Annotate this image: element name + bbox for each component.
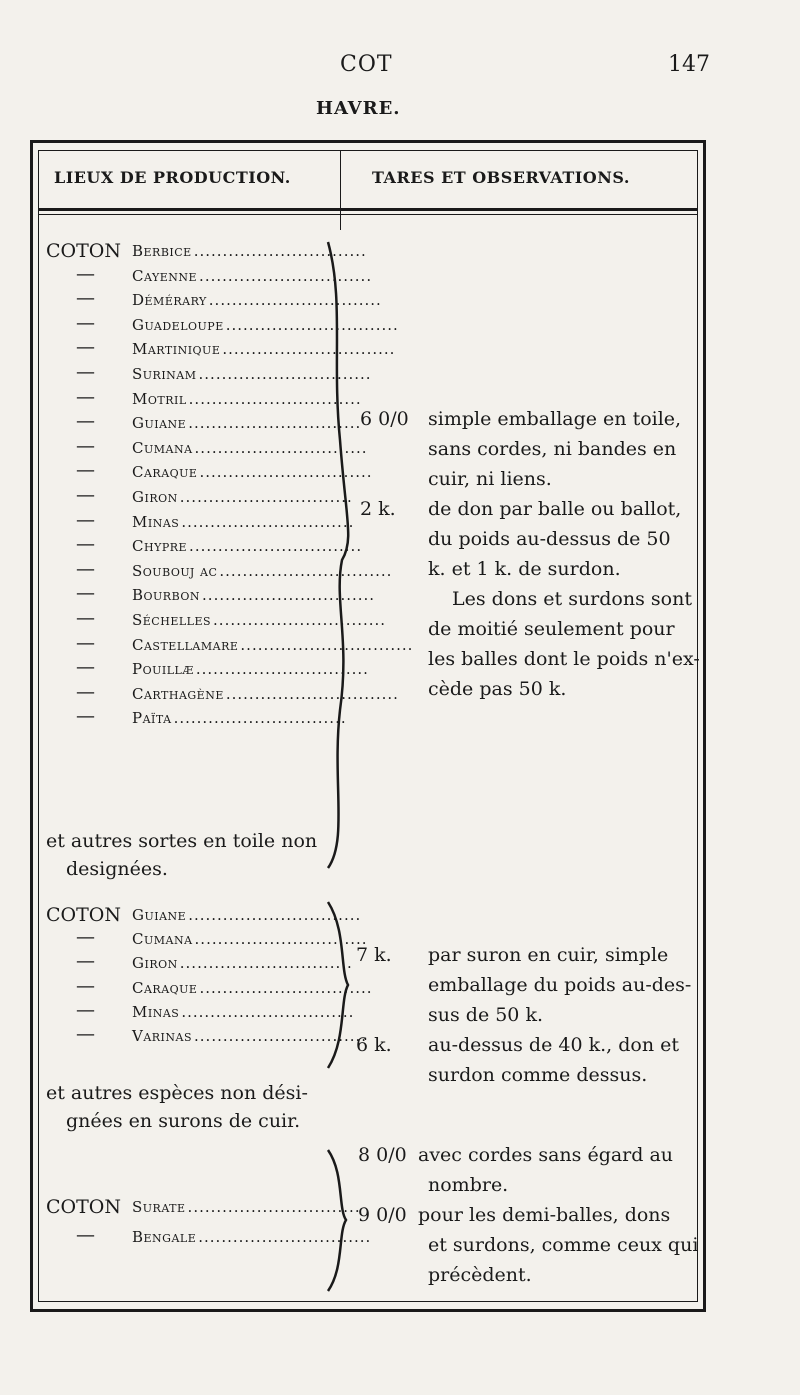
place-name: Bourbon: [132, 586, 201, 605]
dash-mark: —: [76, 361, 95, 383]
dash-mark: —: [76, 950, 95, 973]
place-name: Minas: [132, 1002, 180, 1021]
header-rule-thin: [38, 214, 698, 215]
tare-line: k. et 1 k. de surdon.: [428, 558, 621, 580]
tare-value: 9 0/0: [358, 1204, 407, 1226]
brace-group-3: [326, 1148, 356, 1293]
observation-line: Les dons et surdons sont: [452, 588, 692, 610]
leader-dots: ..............................: [194, 930, 368, 949]
tare-line: précèdent.: [428, 1264, 532, 1286]
note-line: et autres sortes en toile non: [46, 830, 318, 852]
leader-dots: ..............................: [222, 340, 396, 359]
dash-mark: —: [76, 410, 95, 433]
note-line: gnées en surons de cuir.: [66, 1110, 301, 1132]
place-name: Castellamare: [132, 635, 239, 654]
leader-dots: ..............................: [181, 512, 355, 531]
tare-value: 7 k.: [356, 944, 392, 966]
dash-mark: —: [76, 705, 95, 728]
tare-line: surdon comme dessus.: [428, 1064, 648, 1086]
dash-mark: —: [76, 459, 95, 482]
header-rule-thick: [38, 208, 698, 211]
tare-value: 6 k.: [356, 1034, 392, 1056]
leader-dots: ..............................: [179, 954, 353, 973]
leader-dots: ..............................: [213, 611, 387, 629]
place-name: Surate: [132, 1198, 186, 1216]
leader-dots: ..............................: [225, 684, 399, 703]
dash-mark: —: [76, 631, 95, 654]
leader-dots: ..............................: [187, 1198, 361, 1216]
tare-line: au-dessus de 40 k., don et: [428, 1034, 679, 1056]
column-header-tares: TARES ET OBSERVATIONS.: [372, 168, 630, 187]
leader-dots: ..............................: [193, 242, 367, 260]
place-name: Caraque: [132, 463, 198, 482]
dash-mark: —: [76, 385, 95, 408]
observation-line: cède pas 50 k.: [428, 678, 567, 700]
place-name: Giron: [132, 488, 178, 506]
leader-dots: ..............................: [199, 266, 373, 285]
dash-mark: —: [76, 336, 95, 359]
leader-dots: ..............................: [240, 635, 414, 654]
dash-mark: —: [76, 311, 95, 334]
section-title: HAVRE.: [316, 98, 401, 119]
tare-line: et surdons, comme ceux qui: [428, 1234, 699, 1256]
dash-mark: —: [76, 484, 95, 506]
leader-dots: ..............................: [173, 709, 347, 728]
place-name: Berbice: [132, 242, 192, 260]
dash-mark: —: [76, 508, 95, 531]
leader-dots: ..............................: [195, 660, 369, 679]
place-name: Bengale: [132, 1228, 197, 1246]
dash-mark: —: [76, 533, 95, 556]
place-name: Païta: [132, 709, 172, 728]
dash-mark: —: [76, 974, 95, 997]
dash-mark: —: [76, 680, 95, 703]
running-title: COT: [340, 52, 393, 77]
note-line: et autres espèces non dési-: [46, 1082, 308, 1104]
leader-dots: ..............................: [219, 561, 393, 580]
leader-dots: ..............................: [188, 906, 362, 924]
place-name: Minas: [132, 512, 180, 531]
leader-dots: ..............................: [202, 586, 376, 605]
place-name: Martinique: [132, 340, 221, 359]
place-name: Démérary: [132, 291, 207, 310]
leader-dots: ..............................: [188, 389, 362, 408]
tare-line: simple emballage en toile,: [428, 408, 682, 430]
product-lead: COTON: [46, 904, 121, 926]
tare-line: du poids au-dessus de 50: [428, 528, 671, 550]
place-name: Guiane: [132, 906, 187, 924]
tare-line: par suron en cuir, simple: [428, 944, 669, 966]
place-name: Giron: [132, 954, 178, 973]
dash-mark: —: [76, 287, 95, 310]
leader-dots: ..............................: [194, 438, 368, 457]
leader-dots: ..............................: [208, 291, 382, 310]
note-line: designées.: [66, 858, 168, 880]
tare-line: avec cordes sans égard au: [418, 1144, 674, 1166]
column-divider: [340, 150, 341, 230]
place-name: Séchelles: [132, 611, 212, 629]
place-name: Chypre: [132, 537, 188, 556]
place-name: Caraque: [132, 978, 198, 997]
tare-line: sans cordes, ni bandes en: [428, 438, 677, 460]
product-lead: COTON: [46, 240, 121, 262]
place-name: Carthagène: [132, 684, 224, 703]
dash-mark: —: [76, 557, 95, 580]
place-name: Cumana: [132, 438, 193, 457]
leader-dots: ..............................: [188, 414, 362, 433]
place-name: Cayenne: [132, 266, 198, 285]
leader-dots: ..............................: [199, 463, 373, 482]
observation-line: de moitié seulement pour: [428, 618, 675, 640]
dash-mark: —: [76, 262, 95, 285]
dash-mark: —: [76, 656, 95, 679]
leader-dots: ..............................: [198, 1228, 372, 1246]
observation-line: les balles dont le poids n'ex-: [428, 648, 700, 670]
dash-mark: —: [76, 607, 95, 629]
tare-line: emballage du poids au-des-: [428, 974, 692, 996]
page-number: 147: [668, 52, 710, 77]
place-name: Guiane: [132, 414, 187, 433]
dash-mark: —: [76, 434, 95, 457]
place-name: Surinam: [132, 365, 197, 383]
tare-line: nombre.: [428, 1174, 509, 1196]
dash-mark: —: [76, 926, 95, 949]
tare-line: pour les demi-balles, dons: [418, 1204, 671, 1226]
place-name: Varinas: [132, 1027, 193, 1045]
tare-line: cuir, ni liens.: [428, 468, 552, 490]
dash-mark: —: [76, 1023, 95, 1045]
tare-line: sus de 50 k.: [428, 1004, 543, 1026]
brace-group-1: [326, 240, 356, 870]
leader-dots: ..............................: [189, 537, 363, 556]
leader-dots: ..............................: [194, 1027, 368, 1045]
leader-dots: ..............................: [181, 1002, 355, 1021]
tare-value: 6 0/0: [360, 408, 409, 430]
leader-dots: ..............................: [225, 315, 399, 334]
tare-value: 8 0/0: [358, 1144, 407, 1166]
place-name: Pouillæ: [132, 660, 194, 679]
place-name: Cumana: [132, 930, 193, 949]
column-header-places: LIEUX DE PRODUCTION.: [54, 168, 291, 187]
place-name: Motril: [132, 389, 187, 408]
tare-value: 2 k.: [360, 498, 396, 520]
dash-mark: —: [76, 1224, 95, 1246]
leader-dots: ..............................: [198, 365, 372, 383]
place-name: Soubouj ac: [132, 561, 218, 580]
leader-dots: ..............................: [179, 488, 353, 506]
dash-mark: —: [76, 582, 95, 605]
leader-dots: ..............................: [199, 978, 373, 997]
tare-line: de don par balle ou ballot,: [428, 498, 682, 520]
dash-mark: —: [76, 998, 95, 1021]
product-lead: COTON: [46, 1196, 121, 1218]
place-name: Guadeloupe: [132, 315, 224, 334]
